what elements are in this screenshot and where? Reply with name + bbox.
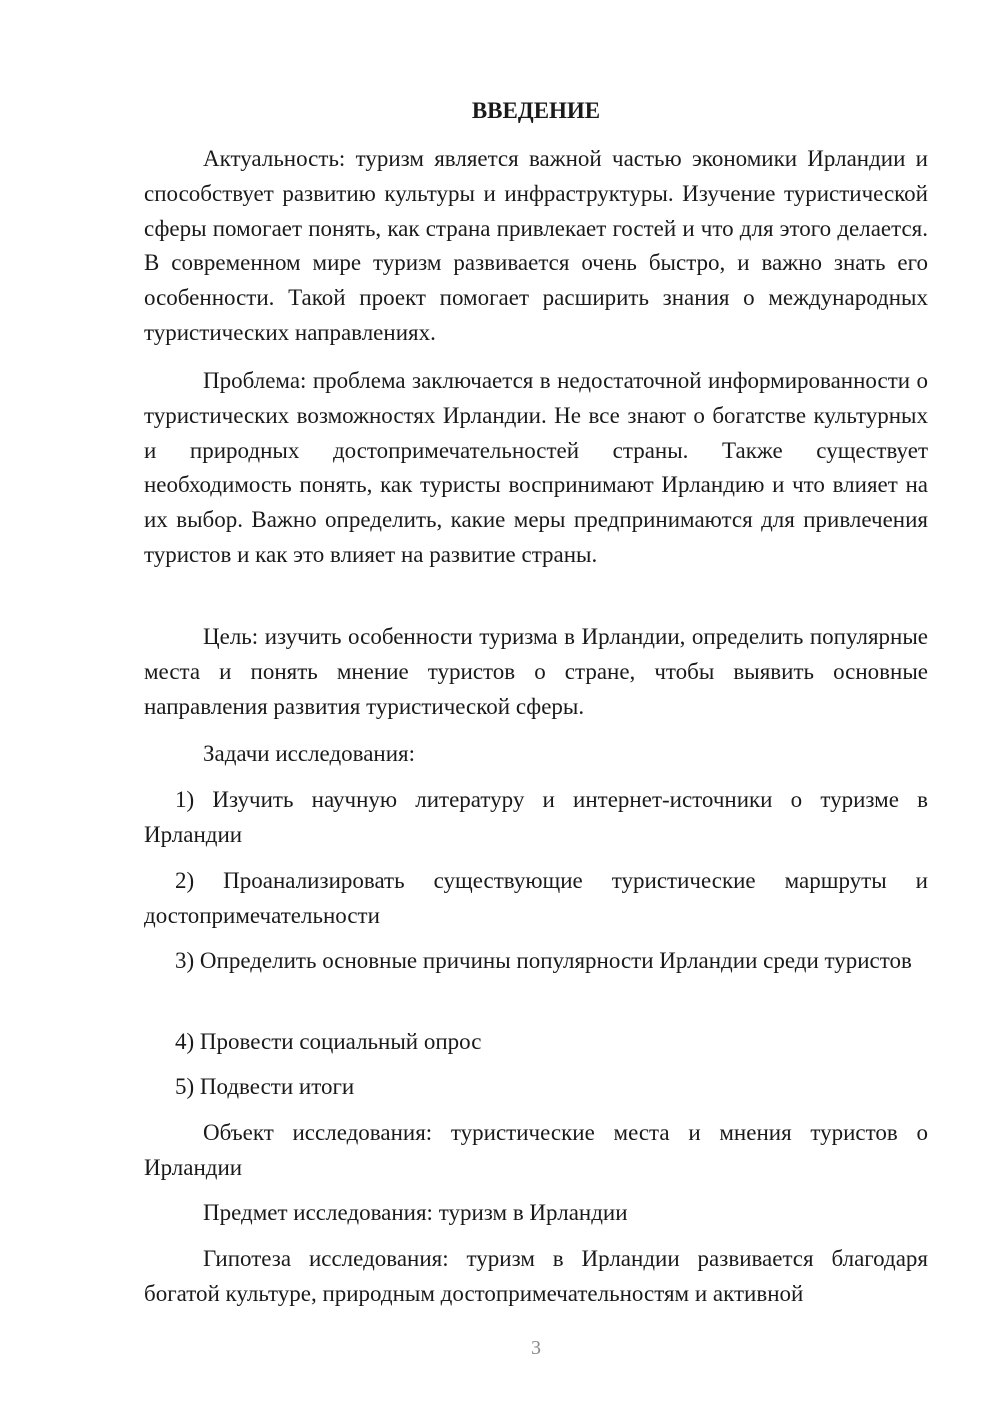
paragraph-hypothesis: Гипотеза исследования: туризм в Ирландии развивается благодаря богатой культуре, природным достопримечательностям и активной [144, 1246, 928, 1306]
task-item-4: 4) Провести социальный опрос [175, 1029, 482, 1054]
tasks-heading: Задачи исследования: [203, 741, 416, 766]
paragraph-subject: Предмет исследования: туризм в Ирландии [203, 1200, 628, 1225]
paragraph-relevance: Актуальность: туризм является важной частью экономики Ирландии и способствует развитию культуры и инфраструктуры. Изучение туристической сферы помогает понять, как страна привлекает гостей и что для этого делается. В современном мире туризм развивается очень быстро, и важно знать его особенности. Такой проект помогает расширить знания о международных туристических направлениях. [144, 146, 928, 345]
task-item-1: 1) Изучить научную литературу и интернет-источники о туризме в Ирландии [144, 787, 928, 847]
paragraph-object: Объект исследования: туристические места и мнения туристов о Ирландии [144, 1120, 928, 1180]
paragraph-goal: Цель: изучить особенности туризма в Ирландии, определить популярные места и понять мнение туристов о стране, чтобы выявить основные направления развития туристической сферы. [144, 624, 928, 719]
page-number: 3 [531, 1337, 541, 1359]
task-item-5: 5) Подвести итоги [175, 1074, 355, 1099]
page-title: ВВЕДЕНИЕ [471, 98, 601, 123]
task-item-3: 3) Определить основные причины популярности Ирландии среди туристов [175, 948, 912, 973]
paragraph-problem: Проблема: проблема заключается в недостаточной информированности о туристических возможностях Ирландии. Не все знают о богатстве культурных и природных достопримечательностей страны. Также существует необходимость понять, как туристы воспринимают Ирландию и что влияет на их выбор. Важно определить, какие меры предпринимаются для привлечения туристов и как это влияет на развитие страны. [144, 368, 928, 567]
task-item-2: 2) Проанализировать существующие туристические маршруты и достопримечательности [144, 868, 928, 928]
